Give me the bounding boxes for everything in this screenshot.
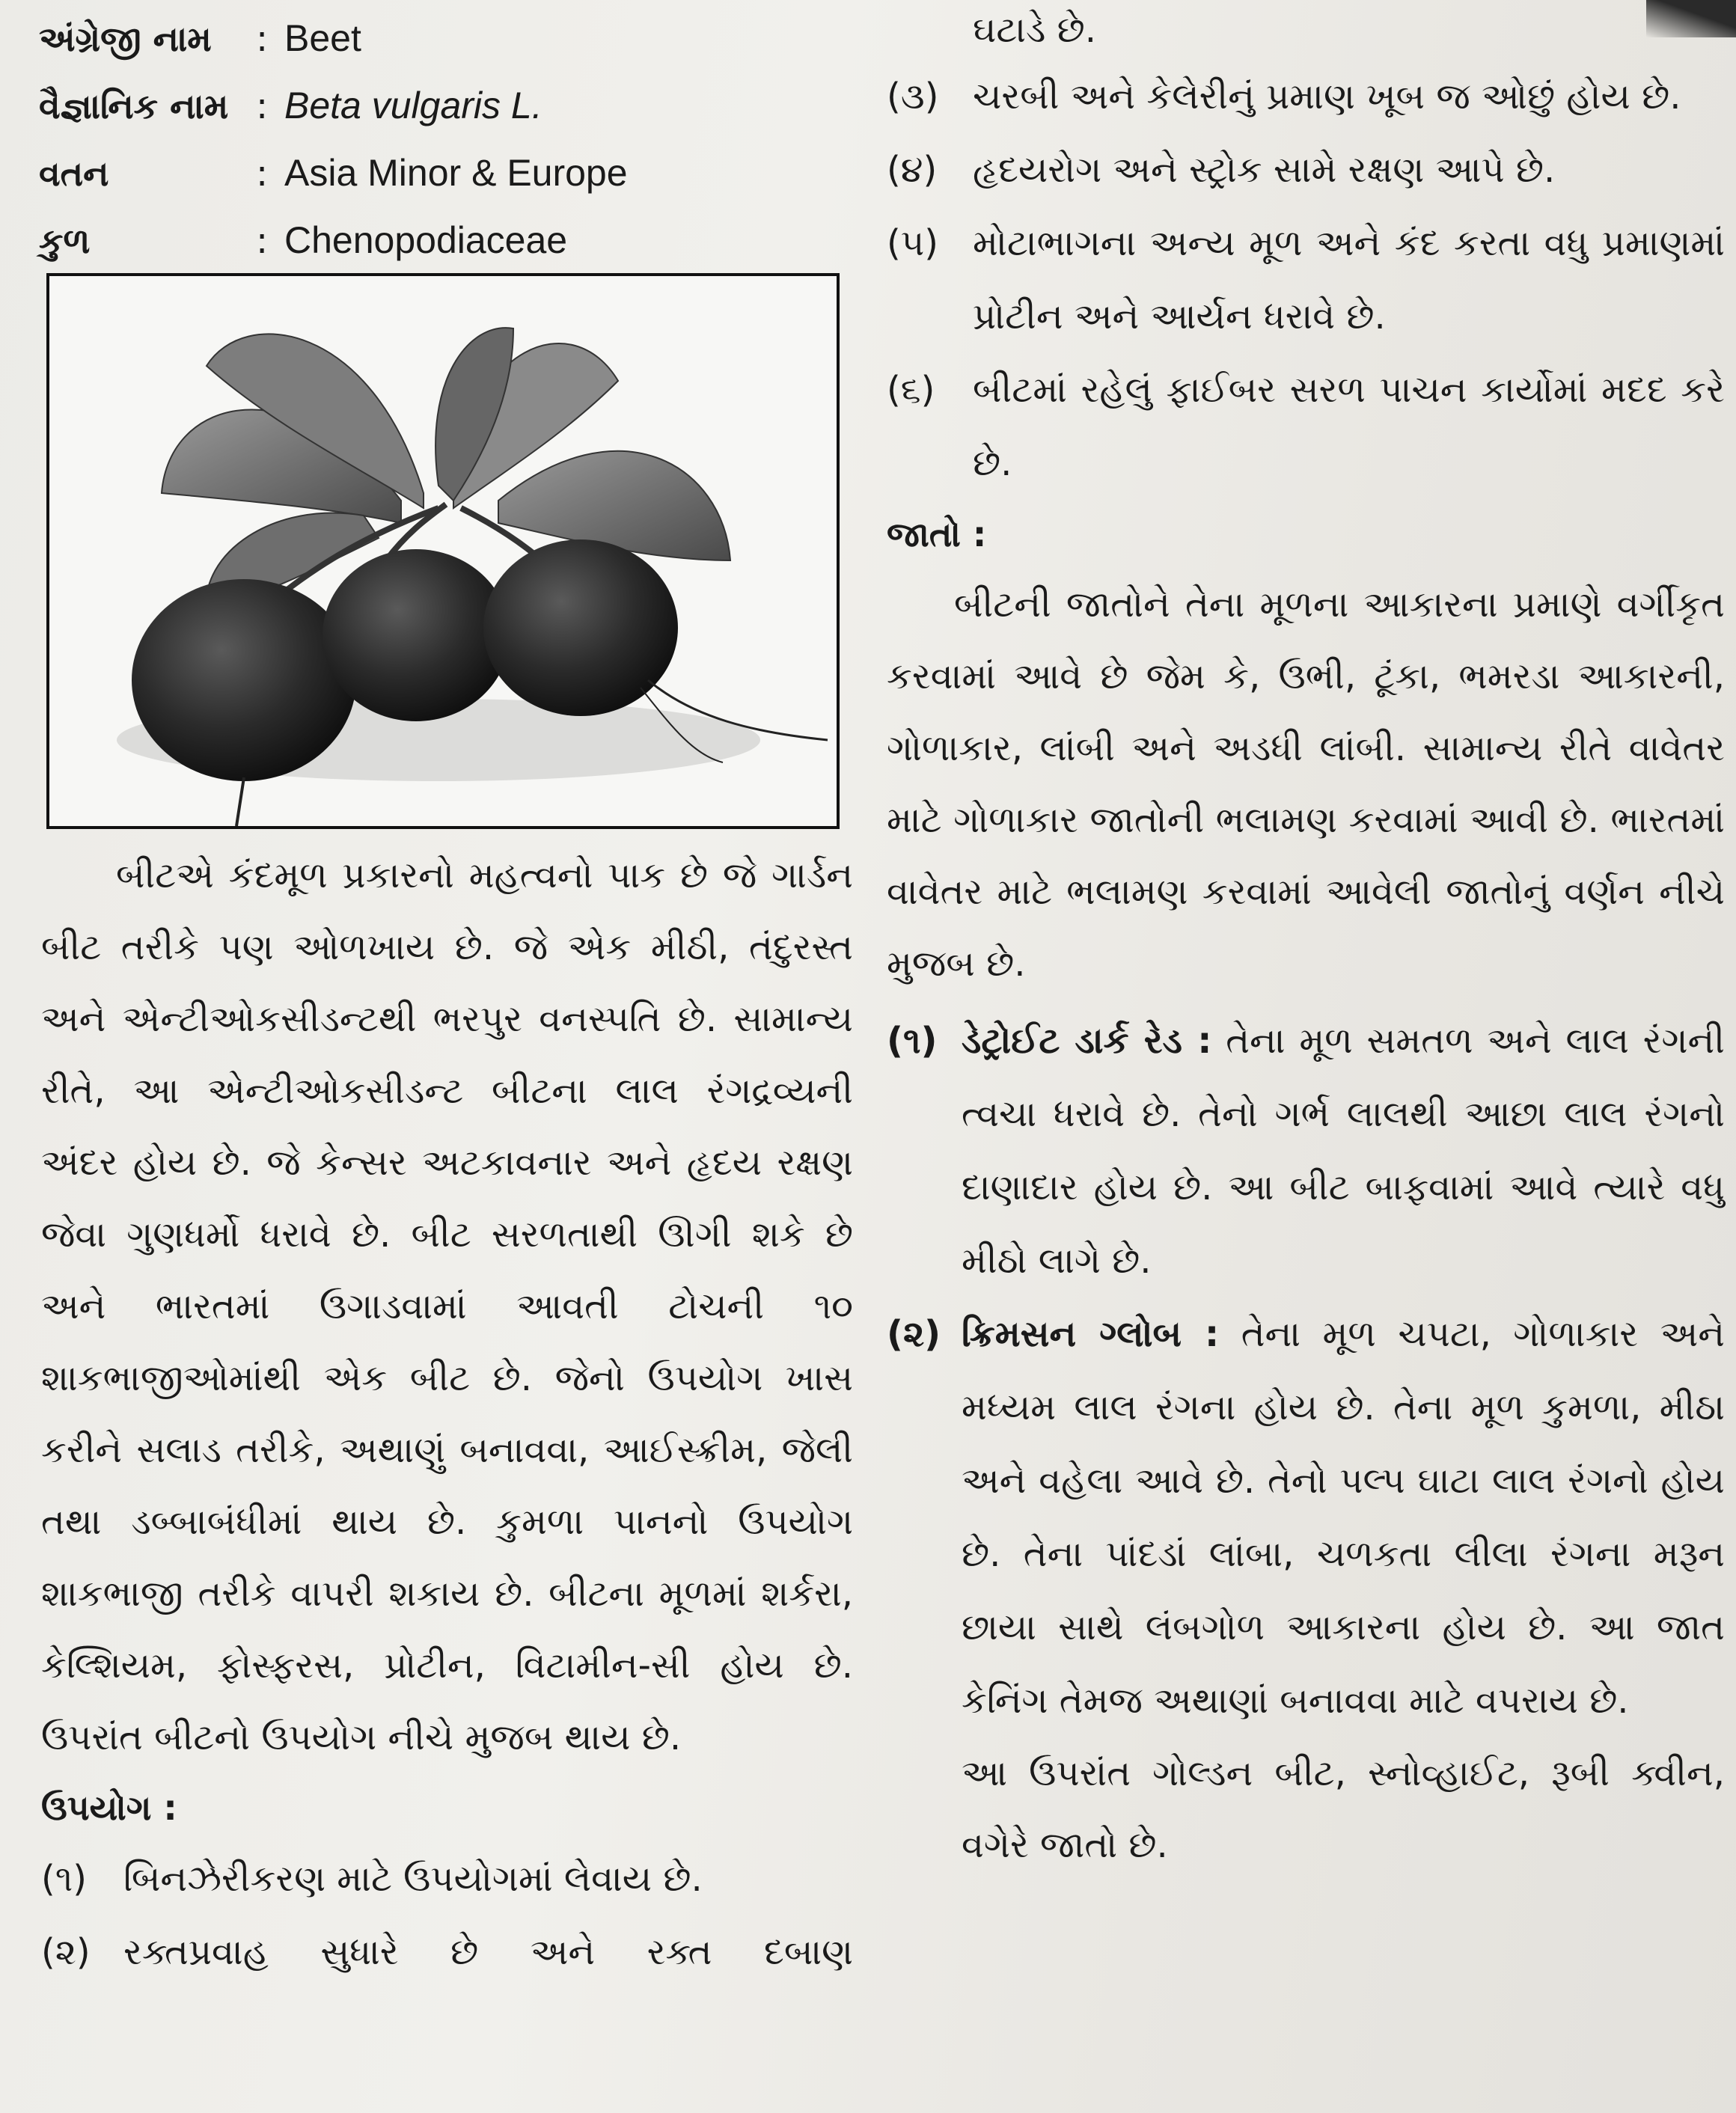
use-number: (૨) [41, 1931, 91, 1973]
info-row-scientific-name [39, 84, 832, 151]
uses-heading: ઉપયોગ : [41, 1788, 177, 1828]
beet-illustration [49, 276, 837, 826]
use-number: (૧) [41, 1858, 87, 1900]
variety-item [887, 1297, 1725, 1737]
use-text: હૃદયરોગ અને સ્ટ્રોક સામે રક્ષણ આપે છે. [973, 149, 1556, 191]
info-value: Beta vulgaris L. [284, 85, 542, 126]
use-text: રક્તપ્રવાહ સુધારે છે અને રક્ત દબાણ [123, 1931, 853, 1973]
use-text: મોટાભાગના અન્ય મૂળ અને કંદ કરતા વધુ પ્રમાણમાં પ્રોટીન અને આર્યન ધરાવે છે. [973, 222, 1725, 337]
variety-description [962, 1297, 1725, 1737]
variety-number: (૨) [887, 1313, 941, 1355]
use-item [41, 1915, 853, 1989]
info-row-english-name [39, 16, 832, 84]
info-colon: : [256, 85, 269, 127]
left-column-text [41, 840, 853, 1989]
varieties-paragraph: બીટની જાતોને તેના મૂળના આકારના પ્રમાણે વર્ગીકૃત કરવામાં આવે છે જેમ કે, ઉભી, ટૂંકા, ભમરડા આકારની, ગોળાકાર, લાંબી અને અડધી લાંબી. સામાન્ય રીતે વાવેતર માટે ગોળાકાર જાતોની ભલામણ કરવામાં આવી છે. ભારતમાં વાવેતર માટે ભલામણ કરવામાં આવેલી જાતોનું વર્ણન નીચે મુજબ છે. [887, 584, 1725, 985]
intro-paragraph: બીટએ કંદમૂળ પ્રકારનો મહત્વનો પાક છે જે ગાર્ડન બીટ તરીકે પણ ઓળખાય છે. જે એક મીઠી, તંદુરસ્ત અને એન્ટીઓકસીડન્ટથી ભરપુર વનસ્પતિ છે. સામાન્ય રીતે, આ એન્ટીઓકસીડન્ટ બીટના લાલ રંગદ્રવ્યની અંદર હોય છે. જે કેન્સર અટકાવનાર અને હૃદય રક્ષણ જેવા ગુણધર્મો ધરાવે છે. બીટ સરળતાથી ઊગી શકે છે અને ભારતમાં ઉગાડવામાં આવતી ટોચની ૧૦ શાકભાજીઓમાંથી એક બીટ છે. જેનો ઉપયોગ ખાસ કરીને સલાડ તરીકે, અથાણું બનાવવા, આઈસ્ક્રીમ, જેલી તથા ડબ્બાબંધીમાં થાય છે. કુમળા પાનનો ઉપયોગ શાકભાજી તરીકે વાપરી શકાય છે. બીટના મૂળમાં શર્કરા, કેલ્શિયમ, ફોસ્ફરસ, પ્રોટીન, વિટામીન-સી હોય છે. ઉપરાંત બીટનો ઉપયોગ નીચે મુજબ થાય છે. [41, 854, 853, 1758]
info-label: અંગ્રેજી નામ [39, 19, 212, 59]
use-item [887, 353, 1725, 500]
info-label: કુળ [39, 221, 91, 261]
beet-photo [46, 273, 840, 829]
varieties-extra: આ ઉપરાંત ગોલ્ડન બીટ, સ્નોવ્હાઈટ, રૂબી ક્વીન, વગેરે જાતો છે. [962, 1752, 1725, 1866]
use-number: (૪) [887, 149, 938, 191]
varieties-heading: જાતો : [887, 514, 987, 554]
crop-info-table [39, 16, 832, 286]
use-item [887, 133, 1725, 207]
variety-name: ક્રિમસન ગ્લોબ : [962, 1313, 1220, 1355]
info-row-origin [39, 151, 832, 218]
use-text: ચરબી અને કેલેરીનું પ્રમાણ ખૂબ જ ઓછું હોય છે. [973, 76, 1681, 117]
use-item [887, 207, 1725, 353]
use-number: (૩) [887, 76, 939, 117]
info-value: Beet [284, 17, 361, 59]
use-continuation: ઘટાડે છે. [973, 9, 1097, 51]
right-column-text [887, 0, 1725, 1881]
variety-text: તેના મૂળ સમતળ અને લાલ રંગની ત્વચા ધરાવે છે. તેનો ગર્ભ લાલથી આછા લાલ રંગનો દાણાદાર હોય છે. આ બીટ બાફવામાં આવે ત્યારે વધુ મીઠો લાગે છે. [962, 1020, 1726, 1282]
info-label: વૈજ્ઞાનિક નામ [39, 86, 229, 126]
info-value: Asia Minor & Europe [284, 152, 628, 194]
use-text: બીટમાં રહેલું ફાઈબર સરળ પાચન કાર્યોમાં મદદ કરે છે. [973, 369, 1725, 484]
info-value: Chenopodiaceae [284, 219, 568, 261]
use-text: બિનઝેરીકરણ માટે ઉપયોગમાં લેવાય છે. [123, 1858, 703, 1900]
info-label: વતન [39, 153, 109, 194]
use-item [41, 1842, 853, 1915]
variety-name: ડેટ્રોઈટ ડાર્ક રેડ : [962, 1020, 1212, 1062]
info-colon: : [256, 220, 269, 262]
variety-number: (૧) [887, 1020, 938, 1062]
use-number: (૫) [887, 222, 938, 264]
variety-text: તેના મૂળ ચપટા, ગોળાકાર અને મધ્યમ લાલ રંગના હોય છે. તેના મૂળ કુમળા, મીઠા અને વહેલા આવે છે. તેનો પલ્પ ઘાટા લાલ રંગનો હોય છે. તેના પાંદડાં લાંબા, ચળકતા લીલા રંગના મરૂન છાયા સાથે લંબગોળ આકારના હોય છે. આ જાત કેનિંગ તેમજ અથાણાં બનાવવા માટે વપરાય છે. [962, 1313, 1725, 1722]
use-item [887, 60, 1725, 133]
variety-description [962, 1004, 1725, 1297]
variety-item [887, 1004, 1725, 1297]
use-number: (૬) [887, 369, 935, 411]
info-colon: : [256, 153, 269, 195]
info-colon: : [256, 18, 269, 60]
